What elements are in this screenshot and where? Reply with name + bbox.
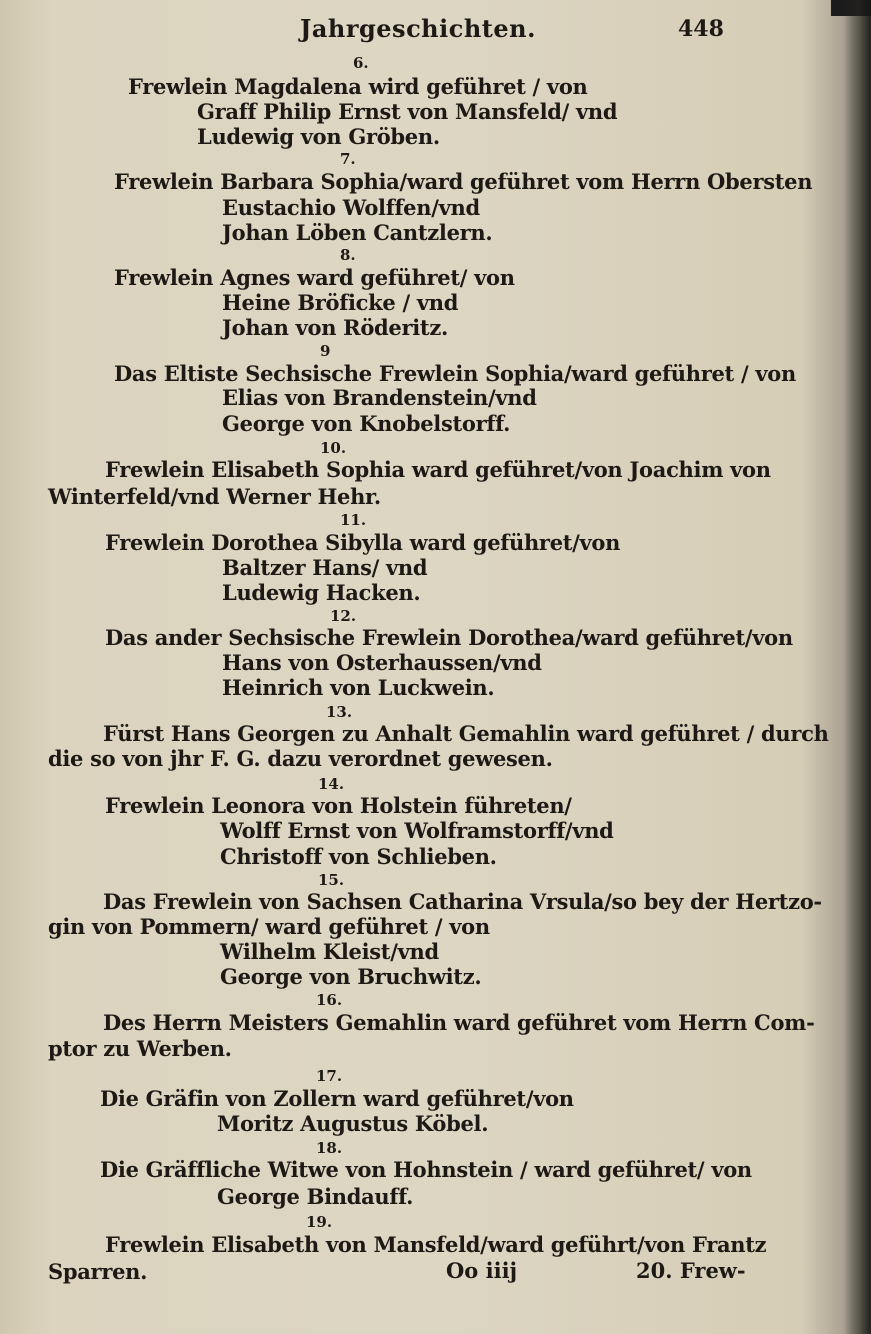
entry-line: Fürst Hans Georgen zu Anhalt Gemahlin ward geführet / durch xyxy=(103,721,829,746)
entry-number: 8. xyxy=(340,246,356,264)
entry-line: Das ander Sechsische Frewlein Dorothea/ward geführet/von xyxy=(105,625,793,650)
entry-number: 12. xyxy=(330,607,357,625)
entry-line: George von Knobelstorff. xyxy=(222,411,511,436)
page-gutter-shadow xyxy=(843,0,871,1334)
entry-number: 14. xyxy=(318,775,345,793)
entry-line: Hans von Osterhaussen/vnd xyxy=(222,650,542,675)
entry-line: Elias von Brandenstein/vnd xyxy=(222,385,537,410)
running-head: Jahrgeschichten. xyxy=(300,14,536,43)
entry-line: Frewlein Elisabeth von Mansfeld/ward geführt/von Frantz xyxy=(105,1232,767,1257)
entry-line: Frewlein Dorothea Sibylla ward geführet/von xyxy=(105,530,621,555)
entry-number: 10. xyxy=(320,439,347,457)
entry-line: die so von jhr F. G. dazu verordnet gewesen. xyxy=(48,746,553,771)
entry-line: Frewlein Elisabeth Sophia ward geführet/von Joachim von xyxy=(105,457,771,482)
entry-line: Die Gräfin von Zollern ward geführet/von xyxy=(100,1086,574,1111)
entry-line: Frewlein Leonora von Holstein führeten/ xyxy=(105,793,572,818)
entry-line: Johan Löben Cantzlern. xyxy=(222,220,493,245)
entry-number: 17. xyxy=(316,1067,343,1085)
entry-number: 11. xyxy=(340,511,367,529)
entry-line: Heine Bröficke / vnd xyxy=(222,290,459,315)
entry-line: gin von Pommern/ ward geführet / von xyxy=(48,914,490,939)
entry-line: Moritz Augustus Köbel. xyxy=(217,1111,489,1136)
entry-number: 16. xyxy=(316,991,343,1009)
entry-number: 9 xyxy=(320,342,331,360)
entry-number: 13. xyxy=(326,703,353,721)
entry-line: Ludewig von Gröben. xyxy=(197,124,440,149)
entry-line: Frewlein Magdalena wird geführet / von xyxy=(128,74,588,99)
entry-line: Winterfeld/vnd Werner Hehr. xyxy=(48,484,381,509)
entry-line: Ludewig Hacken. xyxy=(222,580,421,605)
entry-number: 6. xyxy=(353,54,369,72)
entry-line: Wilhelm Kleist/vnd xyxy=(220,939,439,964)
entry-number: 19. xyxy=(306,1213,333,1231)
entry-number: 15. xyxy=(318,871,345,889)
entry-line: Eustachio Wolffen/vnd xyxy=(222,195,480,220)
entry-line: Frewlein Barbara Sophia/ward geführet vom Herrn Obersten xyxy=(114,169,813,194)
entry-line: ptor zu Werben. xyxy=(48,1036,232,1061)
entry-number: 7. xyxy=(340,150,356,168)
entry-line: Heinrich von Luckwein. xyxy=(222,675,495,700)
entry-line: Baltzer Hans/ vnd xyxy=(222,555,428,580)
entry-line: Frewlein Agnes ward geführet/ von xyxy=(114,265,515,290)
entry-line: George Bindauff. xyxy=(217,1184,414,1209)
entry-number: 18. xyxy=(316,1139,343,1157)
entry-line: Graff Philip Ernst von Mansfeld/ vnd xyxy=(197,99,618,124)
catchword: 20. Frew- xyxy=(636,1258,746,1283)
entry-line: Das Eltiste Sechsische Frewlein Sophia/ward geführet / von xyxy=(114,361,796,386)
entry-line: Die Gräffliche Witwe von Hohnstein / ward geführet/ von xyxy=(100,1157,752,1182)
page-number: 448 xyxy=(678,16,724,42)
entry-line: Wolff Ernst von Wolframstorff/vnd xyxy=(220,818,614,843)
entry-line: Sparren. xyxy=(48,1259,148,1284)
signature-mark: Oo iiij xyxy=(446,1258,518,1283)
entry-line: Christoff von Schlieben. xyxy=(220,844,497,869)
entry-line: Johan von Röderitz. xyxy=(222,315,448,340)
entry-line: Des Herrn Meisters Gemahlin ward geführet vom Herrn Com- xyxy=(103,1010,815,1035)
entry-line: Das Frewlein von Sachsen Catharina Vrsula/so bey der Hertzo- xyxy=(103,889,822,914)
entry-line: George von Bruchwitz. xyxy=(220,964,482,989)
